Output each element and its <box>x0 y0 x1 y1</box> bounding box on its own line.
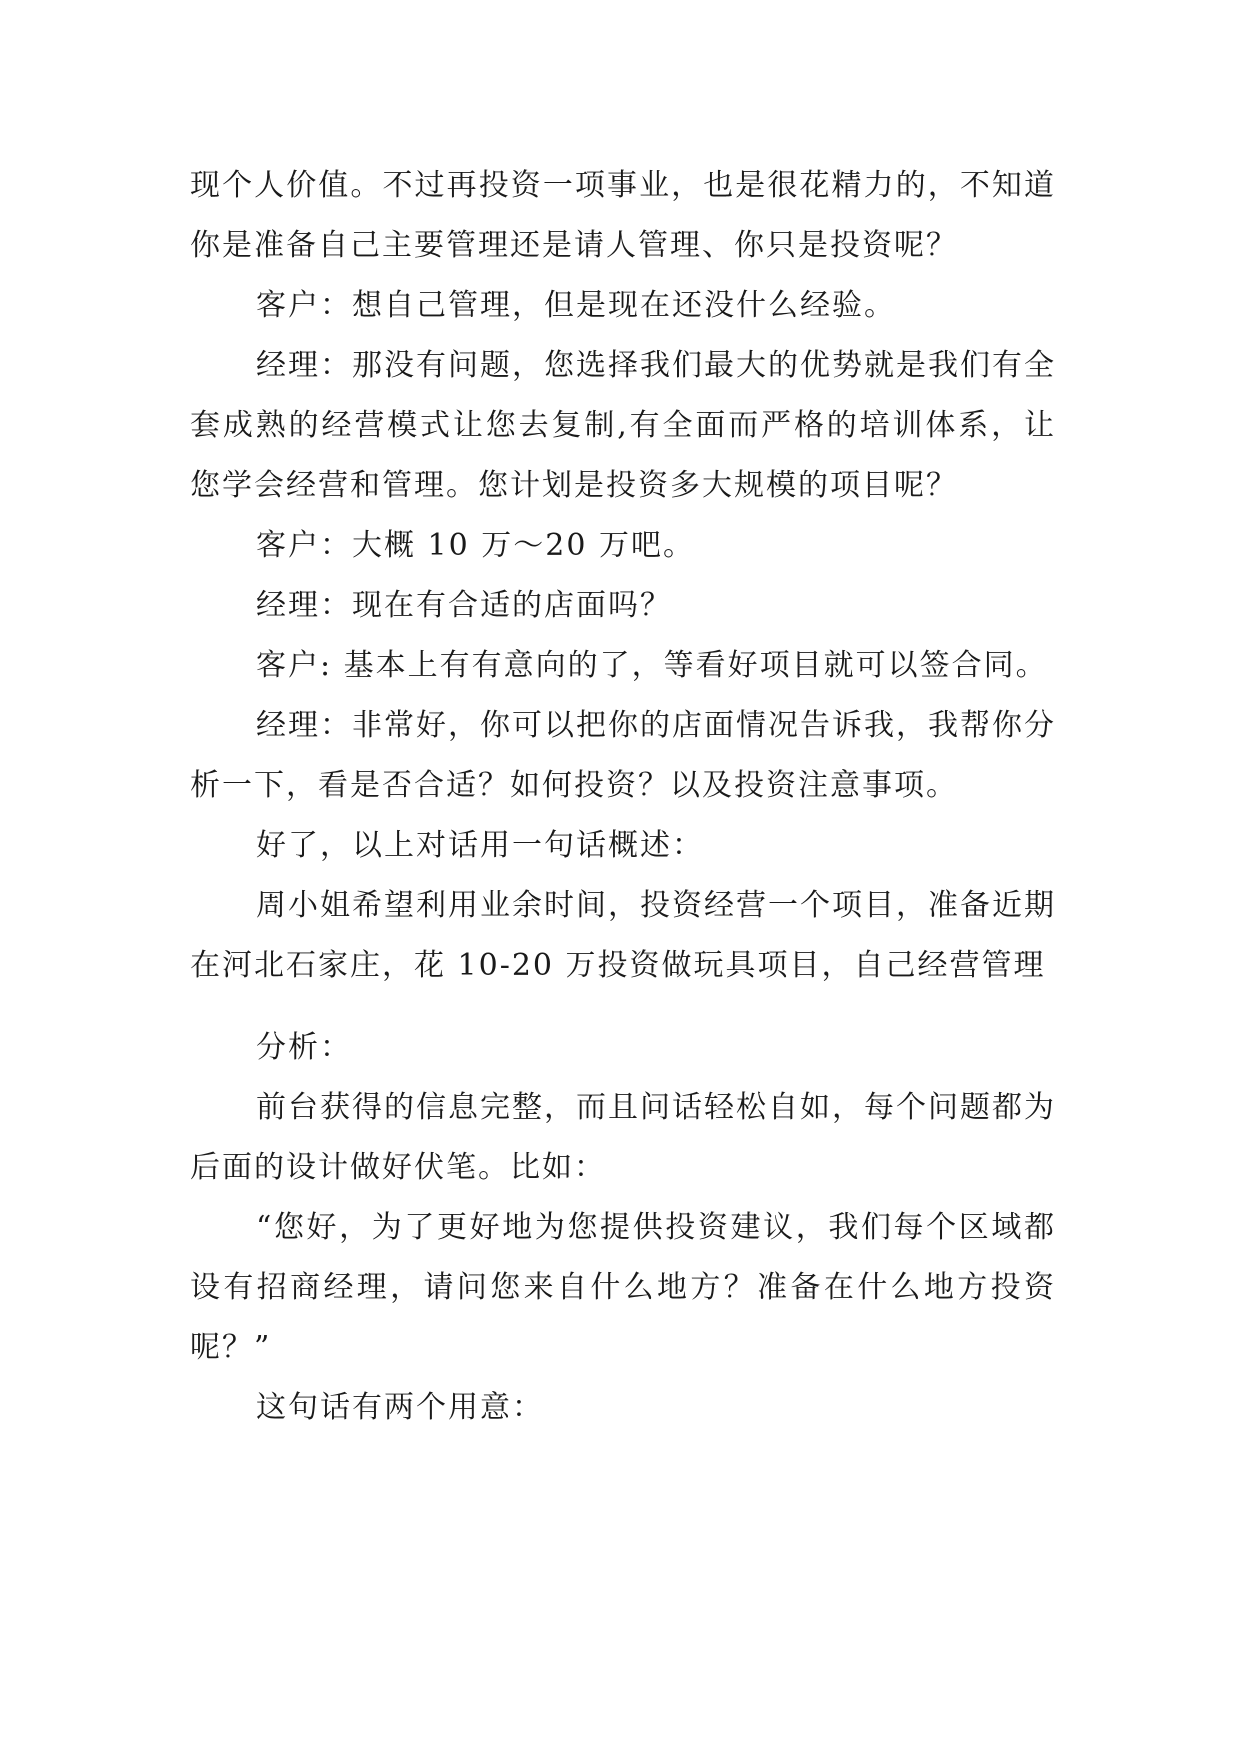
closing-line: 这句话有两个用意： <box>256 1390 544 1425</box>
analysis-heading: 分析： <box>256 1030 352 1065</box>
document-body <box>190 156 1056 1438</box>
dialogue-customer-3: 客户: 基本上有有意向的了，等看好项目就可以签合同。 <box>256 648 1048 683</box>
dialogue-manager-2: 经理：现在有合适的店面吗？ <box>256 588 672 623</box>
summary-intro: 好了，以上对话用一句话概述： <box>256 828 704 863</box>
dialogue-customer-1: 客户：想自己管理，但是现在还没什么经验。 <box>256 288 896 323</box>
dialogue-manager-3: 经理：非常好，你可以把你的店面情况告诉我，我帮你分析一下，看是否合适？如何投资？以及投资注意事项。 <box>190 708 1056 803</box>
dialogue-manager-1: 经理：那没有问题，您选择我们最大的优势就是我们有全套成熟的经营模式让您去复制,有全面而严格的培训体系，让您学会经营和管理。您计划是投资多大规模的项目呢？ <box>190 348 1056 503</box>
dialogue-customer-2: 客户：大概 10 万～20 万吧。 <box>256 528 695 563</box>
analysis-text: 前台获得的信息完整，而且问话轻松自如，每个问题都为后面的设计做好伏笔。比如： <box>190 1090 1056 1185</box>
summary-text: 周小姐希望利用业余时间，投资经营一个项目，准备近期在河北石家庄，花 10-20 万投资做玩具项目，自己经营管理 <box>190 888 1056 983</box>
quoted-example: “您好，为了更好地为您提供投资建议，我们每个区域都设有招商经理，请问您来自什么地方？准备在什么地方投资呢？” <box>190 1210 1056 1365</box>
paragraph-continuation: 现个人价值。不过再投资一项事业，也是很花精力的，不知道你是准备自己主要管理还是请人管理、你只是投资呢？ <box>190 168 1056 263</box>
